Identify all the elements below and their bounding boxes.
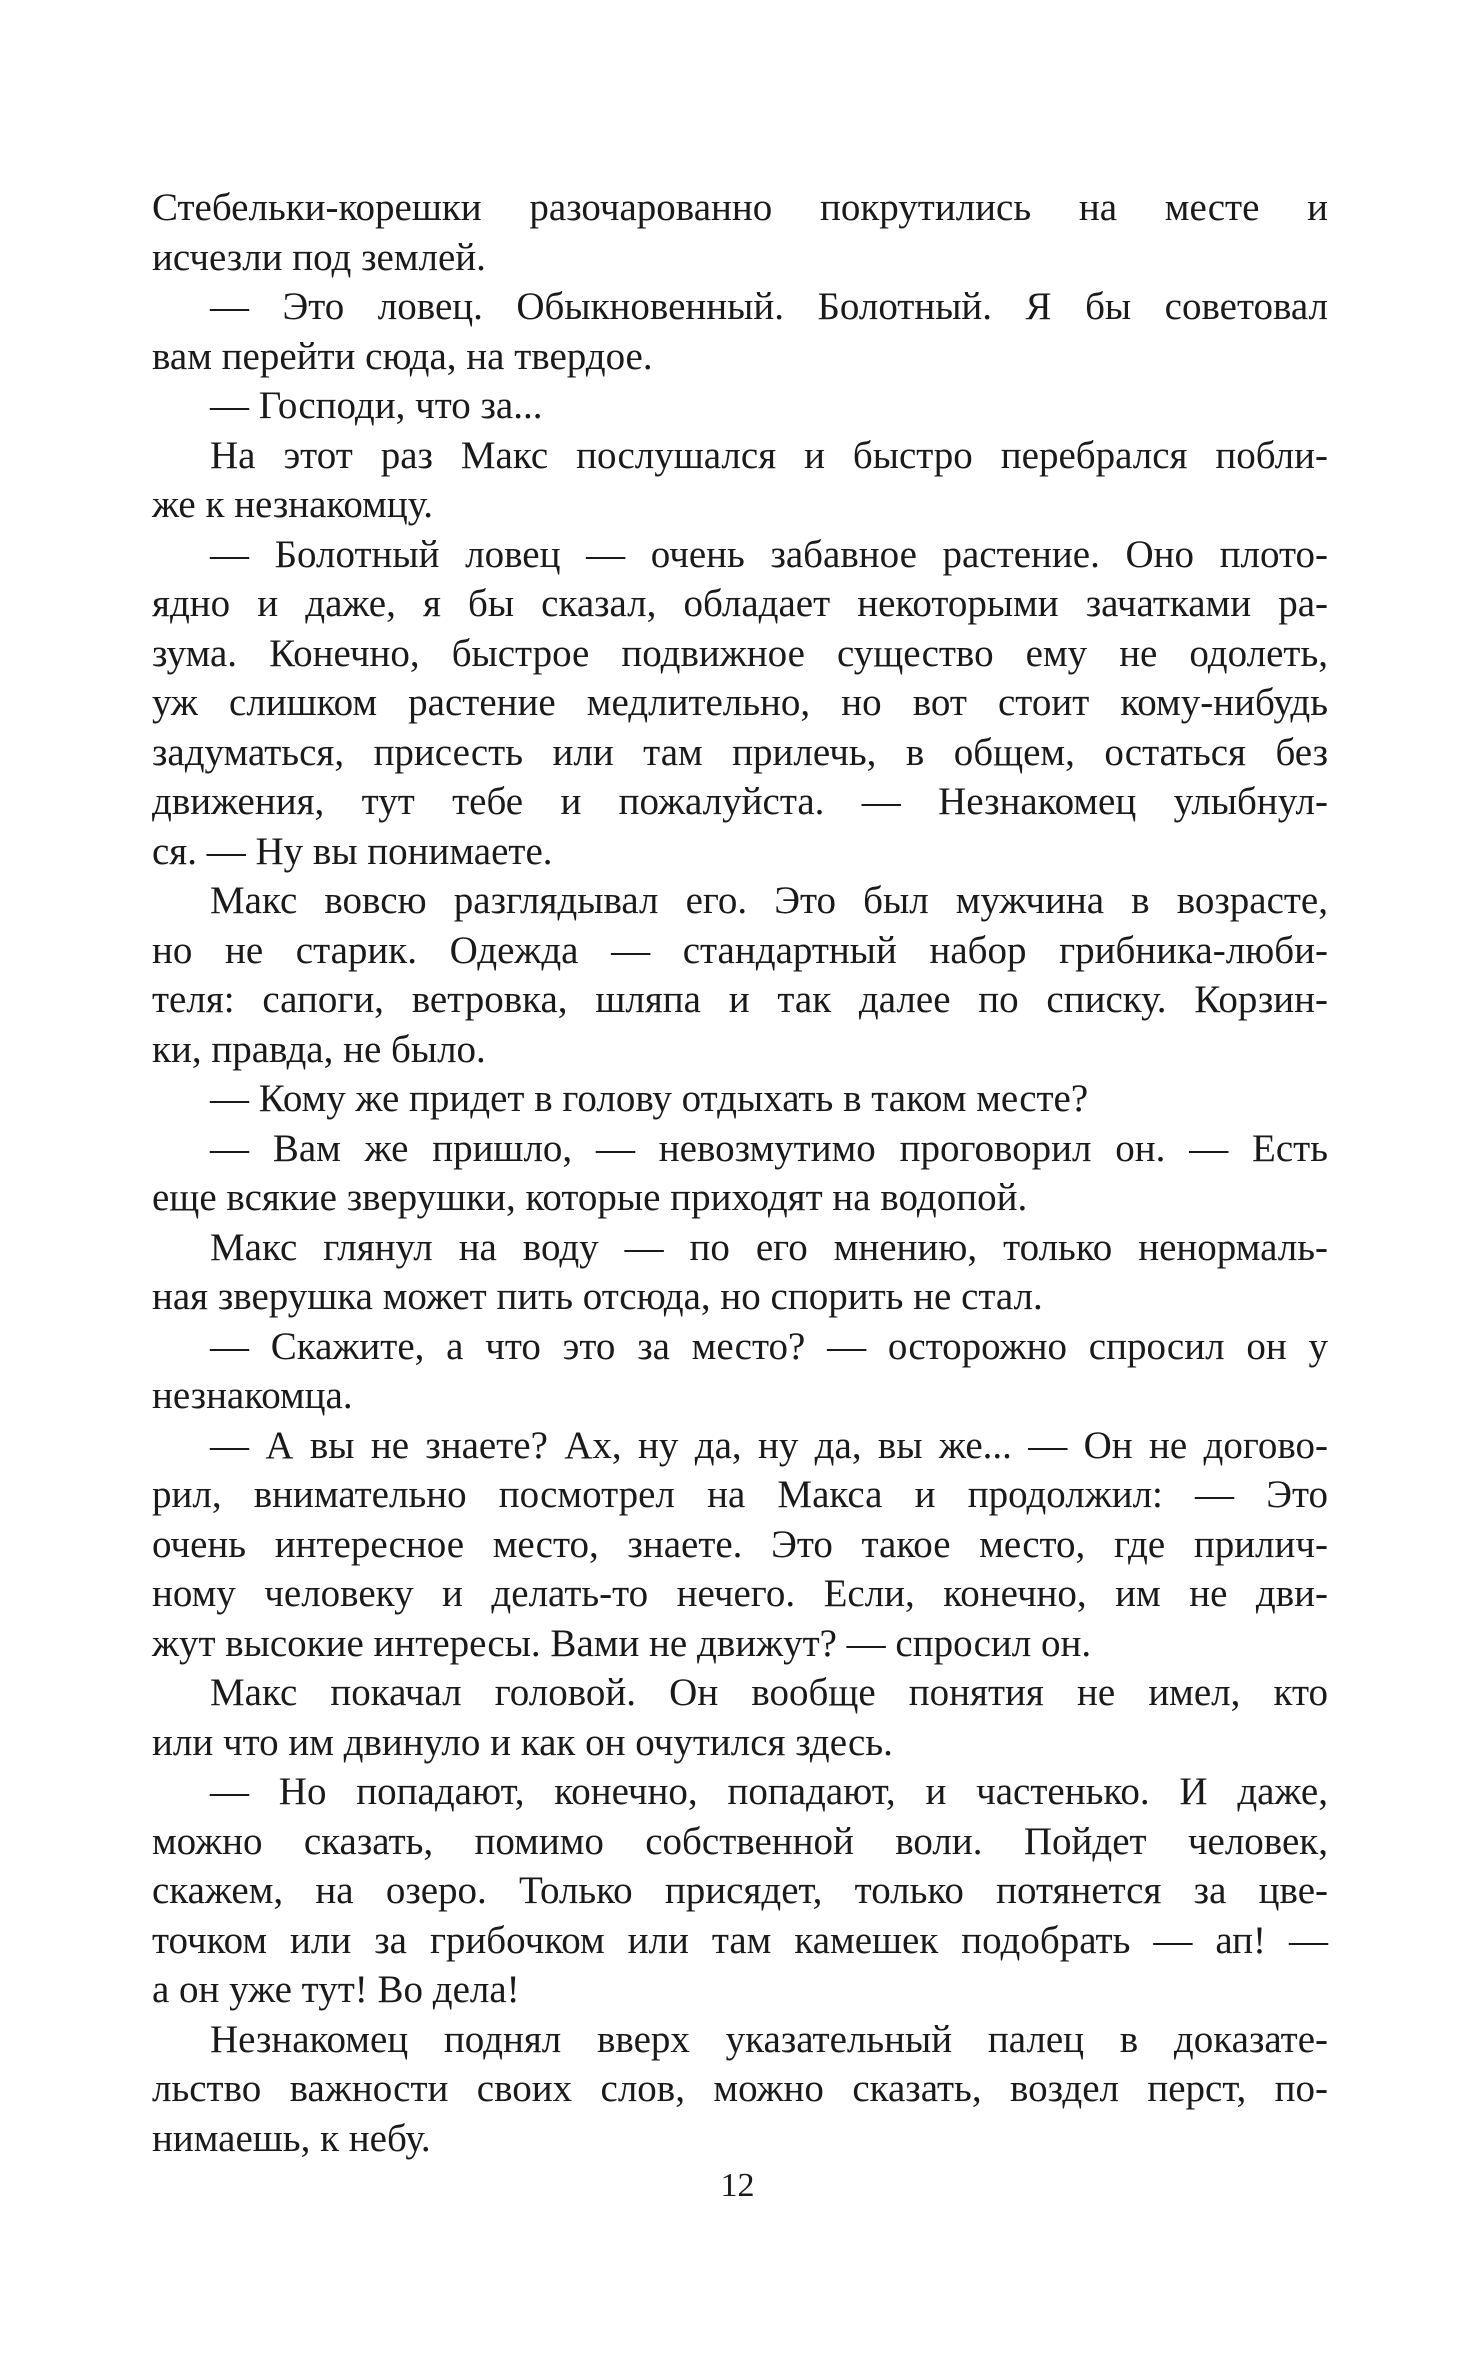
text-line: исчезли под землей. — [152, 235, 486, 279]
text-line: же к незнакомцу. — [152, 483, 434, 526]
text-line: На этот раз Макс послушался и быстро перебрался побли- — [210, 433, 1328, 477]
text-line: Макс вовсю разглядывал его. Это был мужчина в возрасте, — [210, 879, 1328, 922]
text-line: ному человеку и делать-то нечего. Если, конечно, им не дви- — [152, 1572, 1328, 1615]
page-number: 12 — [720, 2167, 755, 2204]
text-line: движения, тут тебе и пожалуйста. — Незнакомец улыбнул- — [152, 780, 1328, 823]
text-line: Макс глянул на воду — по его мнению, только ненормаль- — [210, 1225, 1328, 1269]
text-line: рил, внимательно посмотрел на Макса и продолжил: — Это — [152, 1473, 1328, 1516]
text-line: льство важности своих слов, можно сказать, воздел перст, по- — [152, 2067, 1328, 2110]
text-line: Макс покачал головой. Он вообще понятия не имел, кто — [210, 1671, 1328, 1714]
text-line: незнакомца. — [152, 1374, 353, 1417]
text-line: — Это ловец. Обыкновенный. Болотный. Я бы советовал — [210, 285, 1328, 328]
text-line: можно сказать, помимо собственной воли. Пойдет человек, — [152, 1819, 1328, 1863]
text-line: — Кому же придет в голову отдыхать в таком месте? — [210, 1077, 1089, 1120]
text-line: Незнакомец поднял вверх указательный палец в доказате- — [210, 2017, 1328, 2061]
text-line: уж слишком растение медлительно, но вот стоит кому-нибудь — [152, 681, 1328, 724]
text-line: — Болотный ловец — очень забавное растение. Оно плото- — [210, 532, 1328, 576]
text-line: а он уже тут! Во дела! — [152, 1968, 520, 2011]
text-line: ки, правда, не было. — [152, 1027, 486, 1071]
text-line: задуматься, присесть или там прилечь, в общем, остаться без — [152, 730, 1328, 774]
text-line: жут высокие интересы. Вами не движут? — спросил он. — [152, 1621, 1092, 1665]
text-line: — Но попадают, конечно, попадают, и частенько. И даже, — [210, 1770, 1328, 1813]
text-line: ся. — Ну вы понимаете. — [152, 829, 553, 873]
text-line: вам перейти сюда, на твердое. — [152, 334, 653, 378]
text-line: Стебельки-корешки разочарованно покрутились на месте и — [152, 186, 1328, 229]
text-line: еще всякие зверушки, которые приходят на водопой. — [152, 1176, 1028, 1219]
text-line: ная зверушка может пить отсюда, но спорить не стал. — [152, 1275, 1043, 1318]
text-line: нимаешь, к небу. — [152, 2116, 431, 2160]
text-line: скажем, на озеро. Только присядет, только потянется за цве- — [152, 1869, 1328, 1912]
text-line: — А вы не знаете? Ах, ну да, ну да, вы же... — Он не догово- — [210, 1423, 1328, 1467]
text-line: точком или за грибочком или там камешек подобрать — ап! — — [152, 1918, 1328, 1962]
text-line: — Вам же пришло, — невозмутимо проговорил он. — Есть — [210, 1126, 1328, 1170]
text-line: ядно и даже, я бы сказал, обладает некоторыми зачатками ра- — [152, 582, 1328, 625]
body-text — [152, 183, 1328, 2163]
text-line: или что им двинуло и как он очутился здесь. — [152, 1720, 893, 1764]
text-line: очень интересное место, знаете. Это такое место, где прилич- — [152, 1522, 1328, 1566]
text-line: теля: сапоги, ветровка, шляпа и так далее по списку. Корзин- — [152, 978, 1328, 1021]
text-line: — Господи, что за... — [210, 384, 543, 427]
text-line: — Скажите, а что это за место? — осторожно спросил он у — [210, 1324, 1328, 1368]
text-line: зума. Конечно, быстрое подвижное существо ему не одолеть, — [152, 631, 1328, 675]
text-line: но не старик. Одежда — стандартный набор грибника-люби- — [152, 928, 1328, 972]
